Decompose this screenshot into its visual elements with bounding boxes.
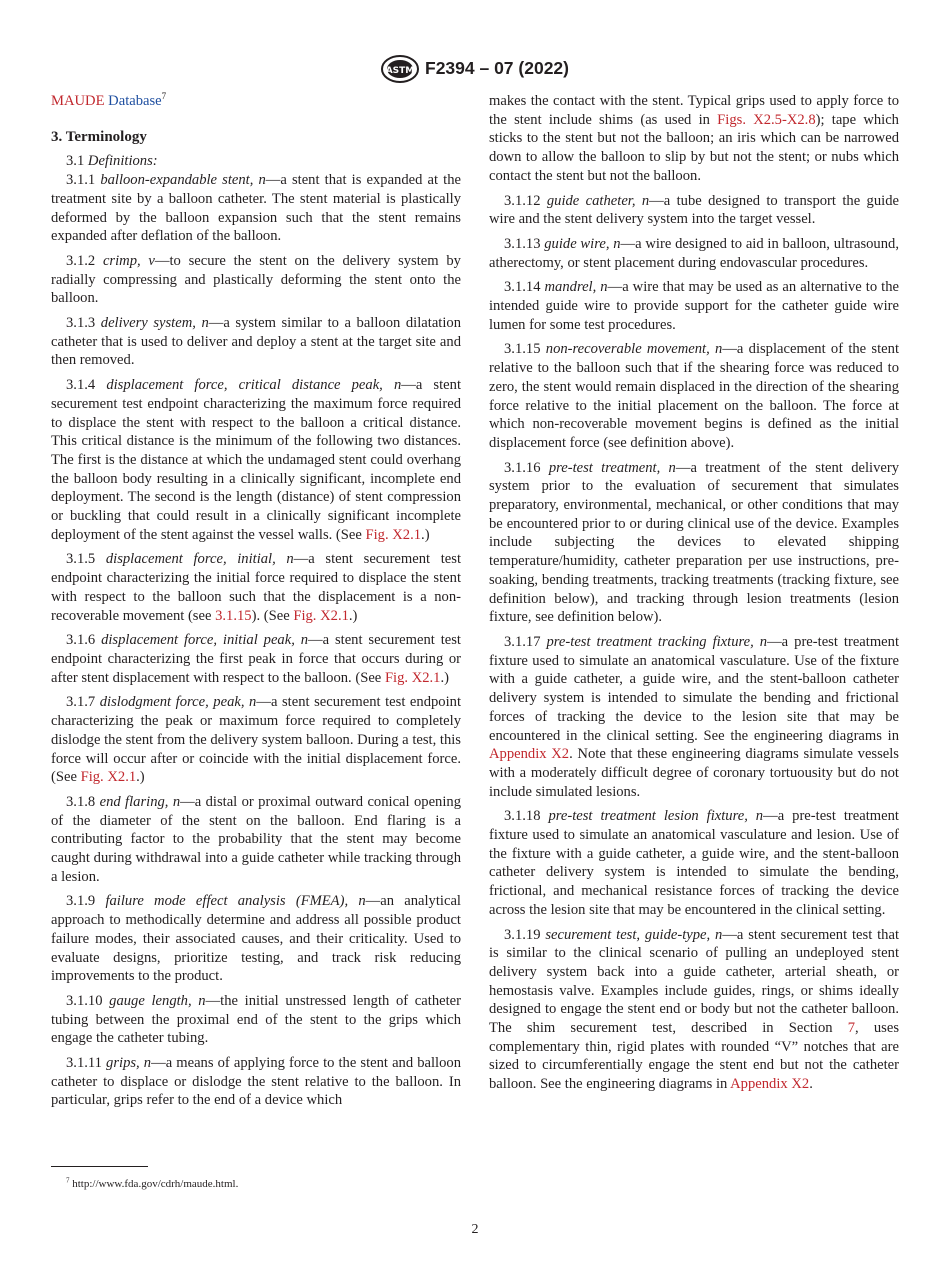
footnote-rule: [51, 1166, 148, 1167]
definition-3-1-9: 3.1.9 failure mode effect analysis (FMEA), n—an analytical approach to methodically determine and address all possible product failure modes, their associated causes, and their criticality. Used to evaluate designs, prioritize testing, and track risk reducing improvements to the product.: [51, 893, 461, 985]
definition-3-1-5: 3.1.5 displacement force, initial, n—a stent securement test endpoint characterizing the initial force required to displace the stent with respect to the balloon such that the displacement is a non-recoverable movement (see 3.1.15). (See Fig. X2.1.): [51, 551, 461, 624]
definition-3-1-13: 3.1.13 guide wire, n—a wire designed to aid in balloon, ultrasound, atherectomy, or stent placement during endovascular procedures.: [489, 235, 899, 271]
fig-x2-1-link[interactable]: Fig. X2.1: [293, 607, 349, 624]
appendix-x2-link[interactable]: Appendix X2: [489, 746, 570, 763]
definition-3-1-17: 3.1.17 pre-test treatment tracking fixture, n—a pre-test treatment fixture used to simulate an anatomical vasculature. Use of the fixture with a guide catheter, a guide wire, and the stent-balloon catheter delivery system is intended to simulate the bending and frictional forces of tracking the device to the lesion site that may be encountered in the clinical setting. See the engineering diagrams in Appendix X2. Note that these engineering diagrams simulate vessels with a moderately difficult degree of coronary tortuousity but do not include simulated lesions.: [489, 633, 900, 800]
definition-3-1-8: 3.1.8 end flaring, n—a distal or proximal outward conical opening of the diameter of the stent on the balloon. End flaring is a contributing factor to the probability that the stent may become caught during withdrawal into a guide catheter while tracking through a lesion.: [51, 793, 461, 885]
document-designation: F2394 – 07 (2022): [425, 58, 569, 78]
definition-3-1-11-continued: makes the contact with the stent. Typical grips used to apply force to the stent include shims (as used in Figs. X2.5-X2.8); tape which sticks to the stent but not the balloon; an iris which can be narrowed down to allow the balloon to slip by but not the stent; or nubs which contact the stent but not the balloon.: [489, 93, 899, 184]
definition-3-1-3: 3.1.3 delivery system, n—a system similar to a balloon dilatation catheter that is used to deliver and deploy a stent at the target site and then removed.: [51, 315, 461, 369]
footnote-url[interactable]: http://www.fda.gov/cdrh/maude.html.: [72, 1178, 239, 1190]
figs-x2-5-x2-8-link[interactable]: Figs. X2.5-X2.8: [717, 111, 816, 128]
definition-3-1-4: 3.1.4 displacement force, critical distance peak, n—a stent securement test endpoint characterizing the maximum force required to displace the stent with respect to the balloon a critical distance. This critical distance is the minimum of the following two distances. The first is the distance at which the undamaged stent could overhang the balloon body resulting in a clinically significant, incomplete end deployment. The second is the length (distance) of stent compression or buckling that could result in a clinically significant incomplete deployment of the stent against the vessel walls. (See Fig. X2.1.): [51, 377, 461, 543]
section-3-1-15-link[interactable]: 3.1.15: [215, 607, 252, 624]
definition-3-1-18: 3.1.18 pre-test treatment lesion fixture, n—a pre-test treatment fixture used to simulate an anatomical vasculature and lesion. Use of the fixture with a guide catheter, a guide wire, and the stent-balloon catheter delivery system is intended to simulate the bending, frictional, and mechanical resistance forces of tracking the device across the lesion site that may be encountered in the clinical setting.: [489, 808, 899, 918]
database-link[interactable]: Database: [108, 93, 162, 109]
appendix-x2-link[interactable]: Appendix X2: [730, 1076, 810, 1093]
definition-3-1-10: 3.1.10 gauge length, n—the initial unstressed length of catheter tubing between the proximal end of the stent to the grips which engage the catheter tubing.: [51, 992, 461, 1047]
maude-reference: [51, 92, 461, 111]
maude-link[interactable]: MAUDE: [51, 93, 105, 109]
definition-3-1-6: 3.1.6 displacement force, initial peak, n—a stent securement test endpoint characterizing the first peak in force that occurs during or after stent displacement with respect to the balloon. (See Fig. X2.1.): [51, 632, 461, 686]
fig-x2-1-link[interactable]: Fig. X2.1: [384, 669, 441, 686]
definitions-subheading: 3.1 Definitions:: [66, 153, 158, 170]
definition-3-1-12: 3.1.12 guide catheter, n—a tube designed to transport the guide wire and the stent delivery system into the target vessel.: [489, 192, 899, 228]
footnote: $^7$ http://www.fda.gov/cdrh/maude.html.: [66, 1176, 239, 1190]
astm-logo: [380, 54, 420, 84]
left-column: [51, 92, 461, 1116]
definition-3-1-19: 3.1.19 securement test, guide-type, n—a stent securement test that is similar to the clinical scenario of pulling an undeployed stent delivery system back into a guide catheter, arterial sheath, or hemostasis valve. Examples include guides, rings, or shims ideally designed to engage the stent end or body but not the catheter balloon. The shim securement test, described in Section 7, uses complementary thin, rigid plates with rounded “V” notches that are sized to circumferentially engage the stent end but not the catheter balloon. See the engineering diagrams in Appendix X2.: [489, 926, 899, 1093]
fig-x2-1-link[interactable]: Fig. X2.1: [365, 526, 422, 543]
section-7-link[interactable]: 7: [847, 1020, 856, 1037]
fig-x2-1-link[interactable]: Fig. X2.1: [80, 769, 137, 786]
definition-3-1-1: 3.1.1 balloon-expandable stent, n—a stent that is expanded at the treatment site by a balloon catheter. The stent material is plastically deformed by the balloon expansion such that the stent remains expanded after deflation of the balloon.: [51, 172, 462, 245]
definition-3-1-16: 3.1.16 pre-test treatment, n—a treatment of the stent delivery system prior to the evaluation of securement that simulates preparatory, environmental, mechanical, or other conditions that may be encountered prior to or during clinical use of the device. Examples include subjecting the devices to elevated shipping temperature/humidity, catheter preparation per use instructions, pre-soaking, bending treatments, tracking treatments (tracking fixture, see definition below), and tracking through lesion treatments (lesion fixture, see definition below).: [489, 459, 900, 626]
svg-text:ASTM: ASTM: [385, 66, 415, 76]
footnote-marker: 7: [161, 91, 167, 102]
definition-3-1-2: 3.1.2 crimp, v—to secure the stent on the delivery system by radially compressing and plastically deforming the stent onto the balloon.: [51, 252, 461, 307]
definition-3-1-15: 3.1.15 non-recoverable movement, n—a displacement of the stent relative to the balloon such that if the shearing force was reduced to zero, the stent would remain displaced in the direction of the shearing force relative to the initial placement on the balloon. The force at which non-recoverable movement begins is defined as the initial displacement force (see definition above).: [489, 341, 899, 451]
definition-3-1-7: 3.1.7 dislodgment force, peak, n—a stent securement test endpoint characterizing the peak or maximum force required to completely dislodge the stent from the delivery system balloon. During a test, this force will occur after or coincide with the initial displacement force. (See Fig. X2.1.): [51, 694, 461, 786]
right-column: [489, 92, 899, 1100]
page-number: 2: [471, 1222, 479, 1237]
header: [0, 54, 950, 88]
definition-3-1-11: 3.1.11 grips, n—a means of applying force to the stent and balloon catheter to displace or dislodge the stent relative to the balloon. In particular, grips refer to the end of a device which: [51, 1055, 461, 1109]
definition-3-1-14: 3.1.14 mandrel, n—a wire that may be used as an alternative to the intended guide wire to provide support for the catheter guide wire lumen for some test procedures.: [489, 279, 900, 333]
section-heading: 3. Terminology: [51, 128, 147, 145]
